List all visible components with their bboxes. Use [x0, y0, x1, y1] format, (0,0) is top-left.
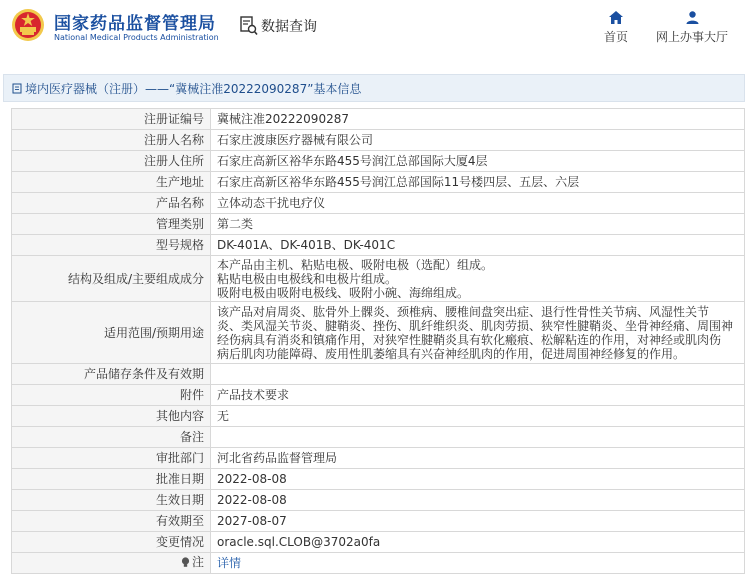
home-icon	[609, 11, 623, 24]
field-label: 批准日期	[12, 469, 211, 490]
table-row	[12, 193, 745, 214]
field-value	[211, 406, 745, 427]
field-label: 有效期至	[12, 511, 211, 532]
table-row	[12, 151, 745, 172]
detail-link[interactable]: 详情	[217, 556, 242, 570]
breadcrumb-text: 境内医疗器械（注册）——“冀械注准20222090287”基本信息	[25, 81, 362, 96]
note-label-cell	[12, 553, 211, 574]
field-value-line: 2022-08-08	[217, 472, 287, 486]
field-value-line: 第二类	[217, 217, 254, 231]
field-value-line: 无	[217, 409, 230, 423]
table-row	[12, 109, 745, 130]
table-row	[12, 172, 745, 193]
field-value-line: 立体动态干扰电疗仪	[217, 196, 326, 210]
field-value-line: 2027-08-07	[217, 514, 287, 528]
site-subtitle: National Medical Products Administration	[54, 33, 219, 42]
field-value-line: 石家庄渡康医疗器械有限公司	[217, 133, 374, 147]
table-row	[12, 406, 745, 427]
field-label: 注册人住所	[12, 151, 211, 172]
note-value-cell	[211, 553, 745, 574]
field-value	[211, 448, 745, 469]
table-row	[12, 256, 745, 302]
field-value	[211, 151, 745, 172]
table-row	[12, 469, 745, 490]
field-value	[211, 256, 745, 302]
field-value-line: 本产品由主机、粘贴电极、吸附电极（选配）组成。	[217, 257, 494, 272]
field-value-line: 经伤病具有消炎和镇痛作用，对狭窄性腱鞘炎具有软化瘢痕、松解粘连的作用，对神经或肌肉伤	[217, 332, 722, 347]
data-query-label: 数据查询	[261, 19, 317, 35]
nav-home-label: 首页	[603, 30, 628, 44]
nmpa-emblem-icon[interactable]	[11, 8, 45, 42]
site-title[interactable]: 国家药品监督管理局	[54, 14, 216, 34]
field-value	[211, 469, 745, 490]
table-row	[12, 364, 745, 385]
field-label: 生产地址	[12, 172, 211, 193]
field-value	[211, 172, 745, 193]
field-value-line: 冀械注准20222090287	[217, 112, 349, 126]
field-value-line: 2022-08-08	[217, 493, 287, 507]
field-label: 产品储存条件及有效期	[12, 364, 211, 385]
field-label: 审批部门	[12, 448, 211, 469]
table-row	[12, 448, 745, 469]
field-value-line: 该产品对肩周炎、肱骨外上髁炎、颈椎病、腰椎间盘突出症、退行性骨性关节病、风湿性关节	[217, 304, 710, 319]
table-row	[12, 532, 745, 553]
field-value-line: 河北省药品监督管理局	[217, 451, 338, 465]
field-value	[211, 511, 745, 532]
field-label: 生效日期	[12, 490, 211, 511]
field-label: 附件	[12, 385, 211, 406]
field-value	[211, 235, 745, 256]
field-value-line: 炎、类风湿关节炎、腱鞘炎、挫伤、肌纤维织炎、肌肉劳损、狭窄性腱鞘炎、坐骨神经痛、周围神	[217, 318, 734, 333]
field-value-line: 吸附电极由吸附电极线、吸附小碗、海绵组成。	[217, 285, 470, 300]
field-value	[211, 364, 745, 385]
field-value	[211, 532, 745, 553]
bulb-icon	[181, 557, 190, 568]
field-label: 变更情况	[12, 532, 211, 553]
nav-home[interactable]	[598, 11, 634, 45]
field-label: 产品名称	[12, 193, 211, 214]
field-label: 结构及组成/主要组成成分	[12, 256, 211, 302]
field-value	[211, 385, 745, 406]
field-value-line: 病后肌肉功能障碍、废用性肌萎缩具有兴奋神经肌肉的作用，促进周围神经修复的作用。	[217, 346, 686, 361]
field-label: 其他内容	[12, 406, 211, 427]
document-search-icon	[240, 16, 258, 36]
field-label: 型号规格	[12, 235, 211, 256]
field-value-line: DK-401A、DK-401B、DK-401C	[217, 238, 396, 252]
field-value	[211, 109, 745, 130]
table-row	[12, 511, 745, 532]
field-value-line: 石家庄高新区裕华东路455号润江总部国际大厦4层	[217, 154, 488, 168]
breadcrumb	[3, 74, 745, 102]
field-value-line: 粘贴电极由电极线和电极片组成。	[217, 271, 398, 286]
field-value	[211, 302, 745, 364]
document-icon	[12, 83, 23, 94]
field-value	[211, 193, 745, 214]
table-row	[12, 302, 745, 364]
field-label: 备注	[12, 427, 211, 448]
table-row	[12, 130, 745, 151]
field-value-line: 产品技术要求	[217, 388, 290, 402]
field-label: 注册人名称	[12, 130, 211, 151]
field-label: 适用范围/预期用途	[12, 302, 211, 364]
field-label: 注册证编号	[12, 109, 211, 130]
table-row	[12, 490, 745, 511]
field-value	[211, 214, 745, 235]
field-value	[211, 427, 745, 448]
table-row	[12, 214, 745, 235]
note-label-text: 注	[191, 555, 204, 570]
site-header	[0, 0, 745, 58]
field-value-line: oracle.sql.CLOB@3702a0fa	[217, 535, 381, 549]
field-label: 管理类别	[12, 214, 211, 235]
field-value	[211, 130, 745, 151]
table-row	[12, 385, 745, 406]
nav-online-hall-label: 网上办事大厅	[655, 30, 728, 44]
field-value	[211, 490, 745, 511]
user-icon	[686, 11, 699, 24]
table-row	[12, 427, 745, 448]
table-row-note	[12, 553, 745, 574]
registration-info-table	[11, 108, 745, 574]
nav-online-hall[interactable]	[652, 11, 732, 45]
field-value-line: 石家庄高新区裕华东路455号润江总部国际11号楼四层、五层、六层	[217, 175, 580, 189]
data-query-link[interactable]	[240, 15, 317, 37]
table-row	[12, 235, 745, 256]
note-label	[181, 555, 204, 569]
